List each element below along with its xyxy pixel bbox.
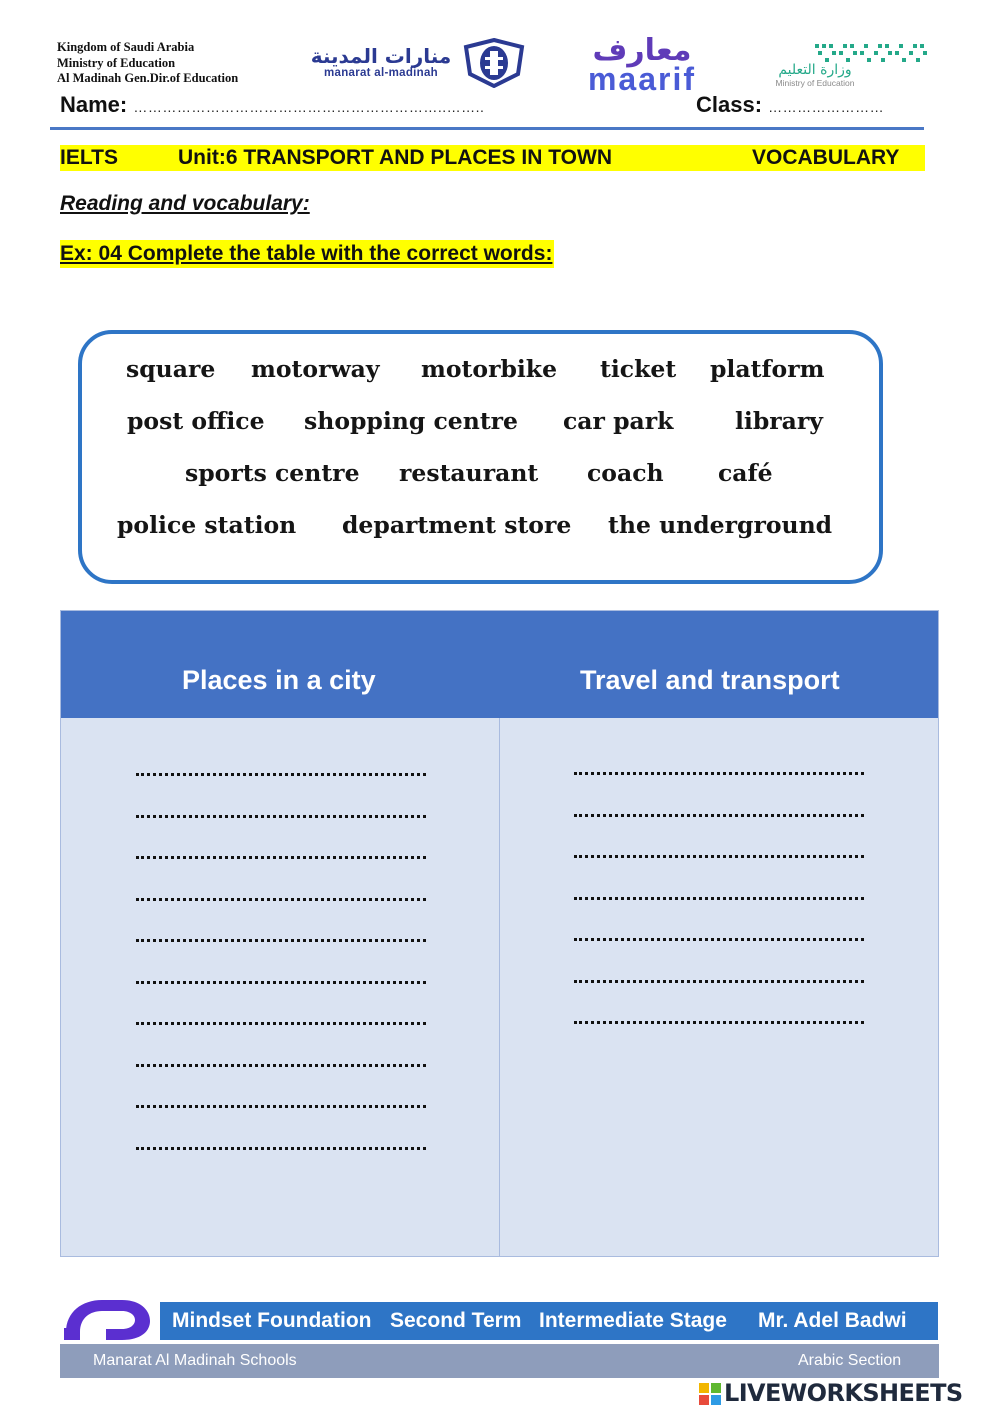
dotted-line [136,898,426,901]
footer-bar [160,1302,938,1340]
places-answer-blank[interactable] [136,935,426,943]
dotted-line [136,773,426,776]
dotted-line [574,938,864,941]
footer-term: Second Term [390,1309,522,1332]
word-bank-item[interactable]: platform [710,355,825,383]
name-label: Name: [60,92,128,117]
transport-answer-blank[interactable] [574,976,864,984]
dotted-line [136,981,426,984]
word-bank-item[interactable]: café [718,459,773,487]
places-answer-blank[interactable] [136,1060,426,1068]
section-subtitle: Reading and vocabulary: [60,192,310,215]
transport-answer-blank[interactable] [574,1017,864,1025]
word-bank-item[interactable]: post office [127,407,265,435]
word-bank-item[interactable]: square [126,355,216,383]
ministry-arabic-text: وزارة التعليم [778,62,852,78]
places-answer-blank[interactable] [136,894,426,902]
transport-answer-blank[interactable] [574,768,864,776]
footer-teacher: Mr. Adel Badwi [758,1309,907,1332]
dotted-line [136,1022,426,1025]
dotted-line [136,856,426,859]
maarif-arabic-text: معارف [592,33,692,68]
name-blank[interactable]: ………………………………………………………..…….. [133,99,485,115]
column-header-places: Places in a city [182,665,376,695]
maarif-logo [553,33,733,97]
dotted-line [136,1105,426,1108]
manarat-logo [305,38,527,90]
places-answer-blank[interactable] [136,1018,426,1026]
dotted-line [574,772,864,775]
places-answer-blank[interactable] [136,977,426,985]
dotted-line [574,897,864,900]
dotted-line [136,1064,426,1067]
topic-label: VOCABULARY [752,146,900,169]
dotted-line [136,815,426,818]
places-answer-blank[interactable] [136,1143,426,1151]
unit-title: Unit:6 TRANSPORT AND PLACES IN TOWN [178,146,612,169]
table-header-row [61,611,938,718]
word-bank-item[interactable]: library [735,407,823,435]
word-bank-item[interactable]: department store [342,511,572,539]
org-line-3: Al Madinah Gen.Dir.of Education [57,71,239,85]
transport-answer-blank[interactable] [574,934,864,942]
liveworksheets-watermark [698,1380,998,1408]
dotted-line [136,1147,426,1150]
dotted-line [574,1021,864,1024]
places-answer-blank[interactable] [136,811,426,819]
word-bank-item[interactable]: restaurant [399,459,539,487]
class-blank[interactable]: …………………… [768,99,885,115]
column-divider [499,718,500,1256]
course-label: IELTS [60,146,118,169]
dotted-line [574,855,864,858]
dotted-line [574,814,864,817]
transport-answer-blank[interactable] [574,893,864,901]
header-divider [50,127,924,130]
liveworksheets-icon [698,1382,722,1406]
footer-course: Mindset Foundation [172,1309,372,1332]
word-bank-item[interactable]: shopping centre [304,407,519,435]
answer-table [60,610,939,1257]
word-bank-item[interactable]: motorway [251,355,380,383]
manarat-arabic-text: منارات المدينة [310,44,452,68]
word-bank-box [78,330,883,584]
column-header-transport: Travel and transport [580,665,840,695]
organization-block [57,40,238,87]
footer-school: Manarat Al Madinah Schools [93,1352,297,1369]
word-bank-item[interactable]: car park [563,407,674,435]
ministry-logo [755,40,930,90]
liveworksheets-text: LIVEWORKSHEETS [724,1379,963,1407]
footer-section: Arabic Section [798,1352,902,1369]
manarat-emblem-icon [460,38,528,88]
transport-answer-blank[interactable] [574,810,864,818]
footer-logo-icon [62,1294,152,1344]
transport-answer-blank[interactable] [574,851,864,859]
manarat-latin-text: manarat al-madinah [323,67,439,79]
ministry-dots-icon [813,42,931,64]
places-answer-blank[interactable] [136,769,426,777]
class-label: Class: [696,92,763,117]
exercise-instruction: Ex: 04 Complete the table with the correct words: [60,240,554,268]
word-bank-item[interactable]: police station [117,511,297,539]
word-bank-item[interactable]: ticket [600,355,677,383]
dotted-line [136,939,426,942]
places-answer-blank[interactable] [136,852,426,860]
word-bank-item[interactable]: sports centre [185,459,360,487]
dotted-line [574,980,864,983]
org-line-2: Ministry of Education [57,55,176,70]
name-class-line [60,92,930,122]
footer-subbar [60,1344,939,1378]
maarif-latin-text: maarif [587,61,697,97]
footer-stage: Intermediate Stage [539,1309,727,1332]
word-bank-item[interactable]: coach [587,459,664,487]
unit-title-bar [60,145,925,171]
word-bank-item[interactable]: motorbike [421,355,558,383]
places-answer-blank[interactable] [136,1101,426,1109]
word-bank-item[interactable]: the underground [608,511,833,539]
ministry-latin-text: Ministry of Education [775,78,855,88]
org-line-1: Kingdom of Saudi Arabia [57,40,195,54]
